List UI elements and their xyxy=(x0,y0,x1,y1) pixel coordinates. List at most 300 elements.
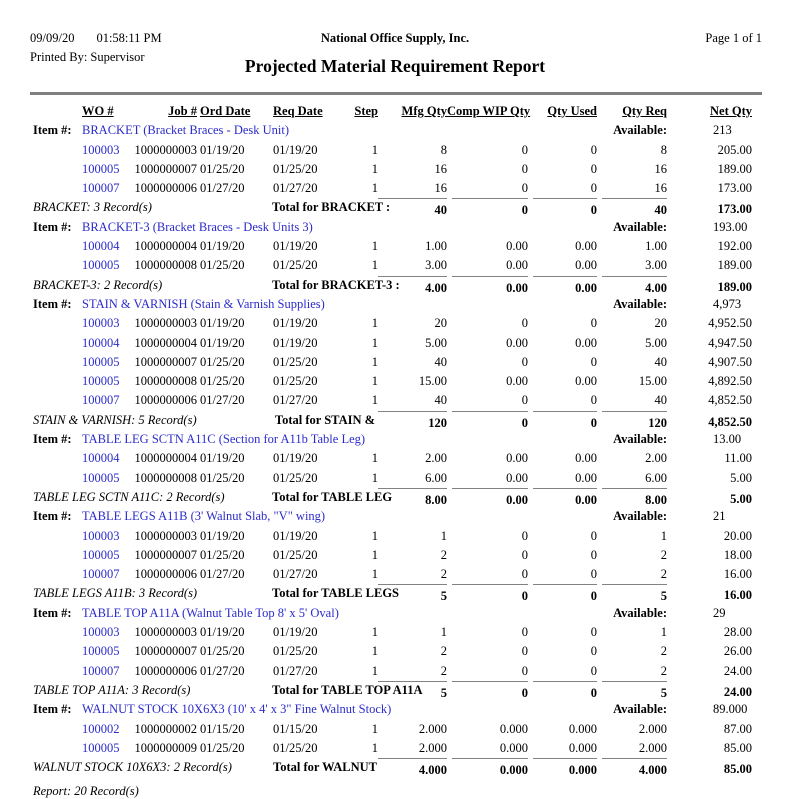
cell-ord: 01/19/20 xyxy=(200,528,245,543)
cell-job: 1000000008 xyxy=(134,258,197,273)
group-total-row xyxy=(30,198,760,217)
cell-job: 1000000007 xyxy=(134,644,197,659)
cell-net: 26.00 xyxy=(723,644,752,659)
cell-net: 189.00 xyxy=(717,258,752,273)
wo-link[interactable]: 100005 xyxy=(82,354,120,369)
print-time: 01:58:11 PM xyxy=(96,31,162,45)
total-qreq: 40 xyxy=(602,198,667,220)
wo-link[interactable]: 100007 xyxy=(82,181,120,196)
total-mfg: 5 xyxy=(378,681,447,703)
report-table xyxy=(30,102,760,799)
cell-qreq: 2.000 xyxy=(638,721,667,736)
total-qreq: 5 xyxy=(602,584,667,606)
wo-link[interactable]: 100007 xyxy=(82,567,120,582)
cell-job: 1000000004 xyxy=(134,239,197,254)
group-total-row xyxy=(30,276,760,295)
item-number-label: Item #: xyxy=(33,432,72,447)
total-comp: 0.00 xyxy=(452,488,528,510)
cell-req: 01/25/20 xyxy=(273,354,318,369)
cell-qreq: 2 xyxy=(660,663,667,678)
cell-req: 01/25/20 xyxy=(273,644,318,659)
cell-req: 01/15/20 xyxy=(273,721,318,736)
cell-step: 1 xyxy=(371,239,378,254)
table-row xyxy=(30,642,760,661)
cell-mfg: 2 xyxy=(440,547,447,562)
cell-req: 01/27/20 xyxy=(273,393,318,408)
group-total-label: Total for TABLE LEGS xyxy=(272,586,400,601)
cell-job: 1000000007 xyxy=(134,161,197,176)
cell-used: 0.00 xyxy=(575,335,597,350)
cell-qreq: 2.00 xyxy=(645,451,667,466)
available-value: 29 xyxy=(713,605,726,620)
column-header-mfg: Mfg Qty xyxy=(401,104,447,118)
cell-req: 01/19/20 xyxy=(273,335,318,350)
report-header xyxy=(0,0,790,102)
item-name-link[interactable]: BRACKET-3 (Bracket Braces - Desk Units 3) xyxy=(82,219,313,234)
item-row xyxy=(30,430,760,449)
cell-ord: 01/25/20 xyxy=(200,374,245,389)
column-header-step: Step xyxy=(354,104,378,118)
group-summary: TABLE LEGS A11B: 3 Record(s) xyxy=(33,586,198,601)
cell-mfg: 2 xyxy=(440,644,447,659)
cell-step: 1 xyxy=(371,644,378,659)
cell-net: 4,892.50 xyxy=(708,374,752,389)
cell-mfg: 20 xyxy=(434,316,447,331)
total-mfg: 8.00 xyxy=(378,488,447,510)
group-total-label: Total for TABLE LEG xyxy=(272,489,393,504)
cell-ord: 01/19/20 xyxy=(200,142,245,157)
total-used: 0 xyxy=(533,198,597,220)
table-row xyxy=(30,739,760,758)
table-row xyxy=(30,160,760,179)
group-total-row xyxy=(30,411,760,430)
table-row xyxy=(30,565,760,584)
cell-step: 1 xyxy=(371,663,378,678)
total-net: 24.00 xyxy=(723,684,752,699)
total-mfg: 4.000 xyxy=(378,758,447,780)
cell-comp: 0 xyxy=(521,161,528,176)
cell-comp: 0.00 xyxy=(506,258,528,273)
cell-step: 1 xyxy=(371,451,378,466)
cell-used: 0 xyxy=(590,161,597,176)
total-qreq: 120 xyxy=(602,411,667,433)
cell-net: 18.00 xyxy=(723,547,752,562)
wo-link[interactable]: 100004 xyxy=(82,335,120,350)
total-mfg: 4.00 xyxy=(378,276,447,298)
item-name-link[interactable]: TABLE TOP A11A (Walnut Table Top 8' x 5' Oval) xyxy=(82,605,339,620)
cell-mfg: 3.00 xyxy=(425,258,447,273)
item-number-label: Item #: xyxy=(33,219,72,234)
cell-net: 87.00 xyxy=(723,721,752,736)
cell-used: 0 xyxy=(590,393,597,408)
header-rule xyxy=(30,92,762,95)
cell-used: 0.00 xyxy=(575,451,597,466)
item-number-label: Item #: xyxy=(33,702,72,717)
cell-ord: 01/27/20 xyxy=(200,393,245,408)
group-total-row xyxy=(30,584,760,603)
item-name-link[interactable]: WALNUT STOCK 10X6X3 (10' x 4' x 3" Fine Walnut Stock) xyxy=(82,702,392,717)
table-row xyxy=(30,372,760,391)
total-net: 16.00 xyxy=(723,588,752,603)
cell-step: 1 xyxy=(371,161,378,176)
cell-used: 0 xyxy=(590,142,597,157)
cell-comp: 0 xyxy=(521,181,528,196)
wo-link[interactable]: 100003 xyxy=(82,528,120,543)
printed-by: Printed By: Supervisor xyxy=(30,50,145,64)
group-total-label: Total for WALNUT xyxy=(273,760,377,775)
cell-used: 0.00 xyxy=(575,239,597,254)
group-summary: WALNUT STOCK 10X6X3: 2 Record(s) xyxy=(33,760,232,775)
cell-comp: 0 xyxy=(521,663,528,678)
available-value: 21 xyxy=(713,509,726,524)
cell-ord: 01/25/20 xyxy=(200,161,245,176)
cell-used: 0 xyxy=(590,528,597,543)
available-label: Available: xyxy=(613,296,667,311)
table-row xyxy=(30,469,760,488)
cell-net: 192.00 xyxy=(717,239,752,254)
column-header-req: Req Date xyxy=(273,104,323,118)
total-used: 0.00 xyxy=(533,276,597,298)
cell-net: 85.00 xyxy=(723,740,752,755)
cell-req: 01/25/20 xyxy=(273,374,318,389)
cell-step: 1 xyxy=(371,142,378,157)
wo-link[interactable]: 100005 xyxy=(82,740,120,755)
cell-ord: 01/25/20 xyxy=(200,258,245,273)
available-label: Available: xyxy=(613,432,667,447)
cell-comp: 0 xyxy=(521,528,528,543)
table-row xyxy=(30,546,760,565)
group-total-label: Total for BRACKET-3 : xyxy=(272,277,400,292)
cell-job: 1000000007 xyxy=(134,547,197,562)
total-mfg: 40 xyxy=(378,198,447,220)
cell-qreq: 3.00 xyxy=(645,258,667,273)
available-label: Available: xyxy=(613,509,667,524)
cell-used: 0 xyxy=(590,567,597,582)
group-total-label: Total for BRACKET : xyxy=(272,200,391,215)
cell-net: 4,852.50 xyxy=(708,393,752,408)
cell-used: 0 xyxy=(590,663,597,678)
company-name: National Office Supply, Inc. xyxy=(320,31,470,45)
total-net: 189.00 xyxy=(717,279,752,294)
total-comp: 0.000 xyxy=(452,758,528,780)
cell-qreq: 2 xyxy=(660,644,667,659)
total-comp: 0 xyxy=(452,584,528,606)
cell-step: 1 xyxy=(371,470,378,485)
wo-link[interactable]: 100005 xyxy=(82,547,120,562)
cell-ord: 01/25/20 xyxy=(200,547,245,562)
cell-comp: 0.00 xyxy=(506,451,528,466)
available-value: 4,973 xyxy=(713,296,742,311)
cell-net: 5.00 xyxy=(730,470,752,485)
wo-link[interactable]: 100007 xyxy=(82,663,120,678)
cell-mfg: 16 xyxy=(434,161,447,176)
wo-link[interactable]: 100005 xyxy=(82,374,120,389)
cell-qreq: 15.00 xyxy=(638,374,667,389)
cell-req: 01/27/20 xyxy=(273,181,318,196)
total-used: 0.00 xyxy=(533,488,597,510)
table-row xyxy=(30,256,760,275)
cell-step: 1 xyxy=(371,258,378,273)
item-name-link[interactable]: BRACKET (Bracket Braces - Desk Unit) xyxy=(82,123,290,138)
column-header-used: Qty Used xyxy=(547,104,597,118)
available-label: Available: xyxy=(613,123,667,138)
cell-req: 01/19/20 xyxy=(273,142,318,157)
cell-comp: 0 xyxy=(521,142,528,157)
column-header-qreq: Qty Req xyxy=(622,104,667,118)
total-qreq: 4.000 xyxy=(602,758,667,780)
item-row xyxy=(30,507,760,526)
total-net: 85.00 xyxy=(723,762,752,777)
available-value: 13.00 xyxy=(713,432,742,447)
cell-ord: 01/25/20 xyxy=(200,740,245,755)
cell-job: 1000000008 xyxy=(134,374,197,389)
cell-mfg: 1 xyxy=(440,625,447,640)
item-name-link[interactable]: TABLE LEGS A11B (3' Walnut Slab, "V" wing) xyxy=(82,509,326,524)
cell-used: 0 xyxy=(590,316,597,331)
cell-used: 0 xyxy=(590,644,597,659)
cell-comp: 0 xyxy=(521,547,528,562)
cell-net: 4,952.50 xyxy=(708,316,752,331)
available-value: 89.000 xyxy=(713,702,748,717)
cell-step: 1 xyxy=(371,181,378,196)
total-qreq: 8.00 xyxy=(602,488,667,510)
cell-qreq: 2 xyxy=(660,547,667,562)
cell-mfg: 2.000 xyxy=(418,721,447,736)
wo-link[interactable]: 100004 xyxy=(82,239,120,254)
cell-used: 0.00 xyxy=(575,470,597,485)
table-row xyxy=(30,314,760,333)
cell-qreq: 20 xyxy=(654,316,667,331)
cell-job: 1000000004 xyxy=(134,451,197,466)
cell-ord: 01/19/20 xyxy=(200,451,245,466)
column-header-job: Job # xyxy=(168,104,197,118)
cell-req: 01/19/20 xyxy=(273,625,318,640)
cell-used: 0 xyxy=(590,181,597,196)
cell-mfg: 2.00 xyxy=(425,451,447,466)
total-comp: 0 xyxy=(452,198,528,220)
cell-job: 1000000006 xyxy=(134,181,197,196)
cell-ord: 01/19/20 xyxy=(200,335,245,350)
item-number-label: Item #: xyxy=(33,123,72,138)
cell-qreq: 16 xyxy=(654,181,667,196)
cell-ord: 01/19/20 xyxy=(200,316,245,331)
total-used: 0 xyxy=(533,584,597,606)
cell-mfg: 1 xyxy=(440,528,447,543)
cell-step: 1 xyxy=(371,374,378,389)
print-date: 09/09/20 xyxy=(30,31,75,45)
wo-link[interactable]: 100007 xyxy=(82,393,120,408)
cell-qreq: 8 xyxy=(660,142,667,157)
cell-req: 01/19/20 xyxy=(273,239,318,254)
group-summary: BRACKET-3: 2 Record(s) xyxy=(33,277,163,292)
wo-link[interactable]: 100003 xyxy=(82,142,120,157)
cell-req: 01/25/20 xyxy=(273,258,318,273)
column-header-wo: WO # xyxy=(82,104,114,118)
total-comp: 0 xyxy=(452,411,528,433)
wo-link[interactable]: 100005 xyxy=(82,470,120,485)
cell-req: 01/25/20 xyxy=(273,470,318,485)
table-row xyxy=(30,141,760,160)
cell-comp: 0 xyxy=(521,625,528,640)
cell-net: 20.00 xyxy=(723,528,752,543)
item-row xyxy=(30,604,760,623)
cell-req: 01/25/20 xyxy=(273,740,318,755)
cell-used: 0 xyxy=(590,547,597,562)
cell-used: 0.000 xyxy=(568,740,597,755)
cell-comp: 0.00 xyxy=(506,374,528,389)
total-net: 4,852.50 xyxy=(708,414,752,429)
group-total-row xyxy=(30,758,760,777)
cell-job: 1000000003 xyxy=(134,625,197,640)
item-name-link[interactable]: STAIN & VARNISH (Stain & Varnish Supplies) xyxy=(82,296,325,311)
cell-step: 1 xyxy=(371,567,378,582)
total-mfg: 5 xyxy=(378,584,447,606)
cell-net: 16.00 xyxy=(723,567,752,582)
cell-used: 0.00 xyxy=(575,374,597,389)
cell-step: 1 xyxy=(371,354,378,369)
cell-ord: 01/15/20 xyxy=(200,721,245,736)
cell-qreq: 1.00 xyxy=(645,239,667,254)
report-title: Projected Material Requirement Report xyxy=(244,56,546,76)
total-used: 0 xyxy=(533,411,597,433)
cell-job: 1000000006 xyxy=(134,393,197,408)
cell-comp: 0.000 xyxy=(499,740,528,755)
table-row xyxy=(30,449,760,468)
item-number-label: Item #: xyxy=(33,509,72,524)
cell-ord: 01/19/20 xyxy=(200,625,245,640)
group-total-row xyxy=(30,488,760,507)
cell-comp: 0 xyxy=(521,354,528,369)
cell-ord: 01/25/20 xyxy=(200,354,245,369)
total-used: 0 xyxy=(533,681,597,703)
cell-mfg: 15.00 xyxy=(418,374,447,389)
cell-job: 1000000003 xyxy=(134,142,197,157)
cell-job: 1000000003 xyxy=(134,528,197,543)
wo-link[interactable]: 100004 xyxy=(82,451,120,466)
cell-used: 0.000 xyxy=(568,721,597,736)
cell-mfg: 2.000 xyxy=(418,740,447,755)
cell-mfg: 40 xyxy=(434,354,447,369)
cell-mfg: 2 xyxy=(440,567,447,582)
total-comp: 0 xyxy=(452,681,528,703)
cell-job: 1000000009 xyxy=(134,740,197,755)
cell-net: 173.00 xyxy=(717,181,752,196)
total-comp: 0.00 xyxy=(452,276,528,298)
cell-ord: 01/25/20 xyxy=(200,470,245,485)
table-row xyxy=(30,237,760,256)
wo-link[interactable]: 100005 xyxy=(82,258,120,273)
item-row xyxy=(30,218,760,237)
group-summary: TABLE TOP A11A: 3 Record(s) xyxy=(33,682,191,697)
cell-qreq: 40 xyxy=(654,393,667,408)
cell-job: 1000000004 xyxy=(134,335,197,350)
cell-used: 0 xyxy=(590,625,597,640)
cell-net: 4,907.50 xyxy=(708,354,752,369)
column-header-net: Net Qty xyxy=(710,104,752,118)
cell-req: 01/19/20 xyxy=(273,316,318,331)
cell-comp: 0 xyxy=(521,567,528,582)
table-row xyxy=(30,527,760,546)
wo-link[interactable]: 100002 xyxy=(82,721,120,736)
cell-req: 01/19/20 xyxy=(273,451,318,466)
cell-net: 4,947.50 xyxy=(708,335,752,350)
cell-job: 1000000006 xyxy=(134,663,197,678)
wo-link[interactable]: 100003 xyxy=(82,625,120,640)
cell-net: 24.00 xyxy=(723,663,752,678)
cell-net: 28.00 xyxy=(723,625,752,640)
table-row xyxy=(30,353,760,372)
cell-used: 0.00 xyxy=(575,258,597,273)
cell-qreq: 2 xyxy=(660,567,667,582)
cell-qreq: 40 xyxy=(654,354,667,369)
cell-comp: 0.00 xyxy=(506,335,528,350)
cell-req: 01/25/20 xyxy=(273,161,318,176)
item-name-link[interactable]: TABLE LEG SCTN A11C (Section for A11b Table Leg) xyxy=(82,432,366,447)
cell-ord: 01/27/20 xyxy=(200,567,245,582)
cell-comp: 0 xyxy=(521,644,528,659)
page-number: Page 1 of 1 xyxy=(705,31,762,45)
cell-mfg: 1.00 xyxy=(425,239,447,254)
total-net: 5.00 xyxy=(730,491,752,506)
cell-net: 11.00 xyxy=(724,451,752,466)
cell-job: 1000000008 xyxy=(134,470,197,485)
column-header-ord: Ord Date xyxy=(200,104,251,118)
cell-ord: 01/25/20 xyxy=(200,644,245,659)
cell-step: 1 xyxy=(371,625,378,640)
available-value: 193.00 xyxy=(713,219,748,234)
cell-mfg: 8 xyxy=(440,142,447,157)
wo-link[interactable]: 100005 xyxy=(82,161,120,176)
cell-comp: 0 xyxy=(521,316,528,331)
group-summary: STAIN & VARNISH: 5 Record(s) xyxy=(33,412,197,427)
cell-req: 01/27/20 xyxy=(273,567,318,582)
table-row xyxy=(30,623,760,642)
cell-step: 1 xyxy=(371,393,378,408)
total-qreq: 4.00 xyxy=(602,276,667,298)
group-total-label: Total for TABLE TOP A11A xyxy=(272,682,423,697)
table-row xyxy=(30,334,760,353)
available-value: 213 xyxy=(713,123,732,138)
cell-step: 1 xyxy=(371,740,378,755)
cell-mfg: 16 xyxy=(434,181,447,196)
cell-job: 1000000007 xyxy=(134,354,197,369)
cell-comp: 0 xyxy=(521,393,528,408)
cell-ord: 01/19/20 xyxy=(200,239,245,254)
group-total-row xyxy=(30,681,760,700)
column-header-row xyxy=(30,102,760,121)
cell-qreq: 2.000 xyxy=(638,740,667,755)
cell-qreq: 6.00 xyxy=(645,470,667,485)
cell-ord: 01/27/20 xyxy=(200,181,245,196)
wo-link[interactable]: 100003 xyxy=(82,316,120,331)
wo-link[interactable]: 100005 xyxy=(82,644,120,659)
cell-mfg: 6.00 xyxy=(425,470,447,485)
table-row xyxy=(30,391,760,410)
cell-job: 1000000002 xyxy=(134,721,197,736)
table-row xyxy=(30,662,760,681)
item-row xyxy=(30,700,760,719)
cell-used: 0 xyxy=(590,354,597,369)
cell-req: 01/27/20 xyxy=(273,663,318,678)
column-header-comp: Comp WIP Qty xyxy=(447,104,531,118)
available-label: Available: xyxy=(613,702,667,717)
cell-req: 01/25/20 xyxy=(273,547,318,562)
cell-step: 1 xyxy=(371,721,378,736)
table-row xyxy=(30,720,760,739)
item-row xyxy=(30,121,760,140)
total-mfg: 120 xyxy=(378,411,447,433)
cell-net: 189.00 xyxy=(717,161,752,176)
